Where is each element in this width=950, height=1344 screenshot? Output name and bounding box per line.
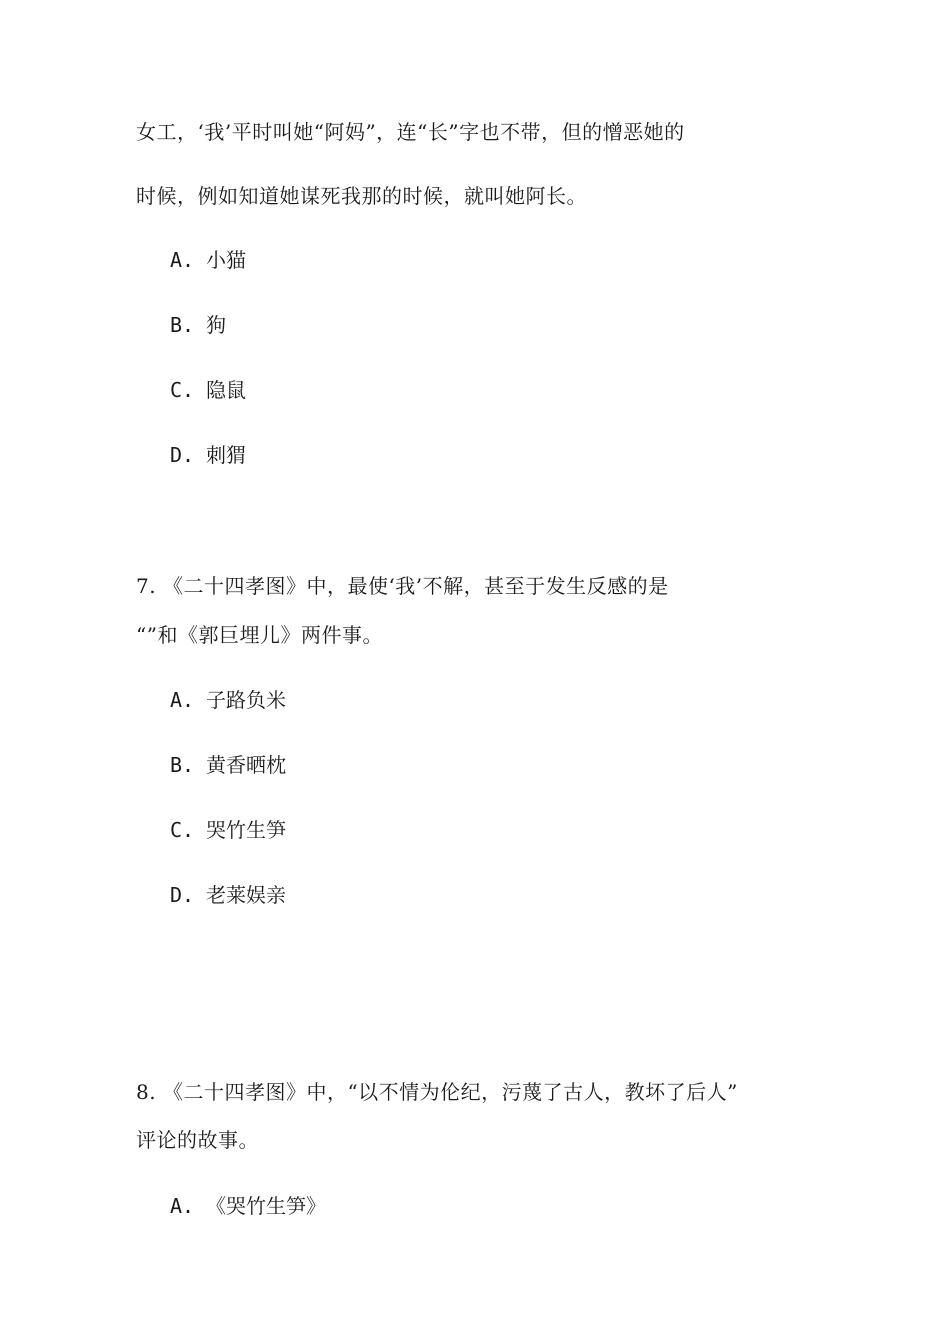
q8-option-a — [170, 1194, 326, 1218]
option-letter: A. — [170, 248, 195, 272]
option-letter: B. — [170, 753, 195, 777]
intro-option-c — [170, 378, 246, 402]
q8-line-1: 8. 《二十四孝图》中，“以不情为伦纪，污蔑了古人，教坏了后人” — [136, 1080, 738, 1104]
q8-line-2: 评论的故事。 — [136, 1128, 259, 1152]
q7-option-d — [170, 883, 286, 907]
option-text: 老莱娱亲 — [206, 883, 286, 907]
option-letter: C. — [170, 818, 195, 842]
q7-option-a — [170, 688, 286, 712]
intro-line-2: 时候，例如知道她谋死我那的时候，就叫她阿长。 — [136, 184, 587, 208]
option-letter: D. — [170, 443, 195, 467]
q7-line-2: “”和《郭巨埋儿》两件事。 — [136, 623, 383, 647]
option-text: 黄香晒枕 — [206, 753, 286, 777]
option-text: 小猫 — [206, 248, 246, 272]
intro-option-a — [170, 248, 246, 272]
q7-line-1: 7. 《二十四孝图》中，最使‘我’不解，甚至于发生反感的是 — [136, 574, 669, 598]
option-text: 哭竹生笋 — [206, 818, 286, 842]
option-letter: A. — [170, 1194, 195, 1218]
option-text: 《哭竹生笋》 — [206, 1194, 326, 1218]
intro-option-d — [170, 443, 246, 467]
option-text: 狗 — [206, 313, 226, 337]
q7-option-b — [170, 753, 286, 777]
intro-option-b — [170, 313, 226, 337]
option-text: 子路负米 — [206, 688, 286, 712]
option-letter: D. — [170, 883, 195, 907]
option-text: 隐鼠 — [206, 378, 246, 402]
option-letter: B. — [170, 313, 195, 337]
q7-option-c — [170, 818, 286, 842]
option-letter: C. — [170, 378, 195, 402]
option-letter: A. — [170, 688, 195, 712]
intro-line-1: 女工，‘我’平时叫她“阿妈”，连“长”字也不带，但的憎恶她的 — [136, 120, 685, 144]
option-text: 刺猬 — [206, 443, 246, 467]
